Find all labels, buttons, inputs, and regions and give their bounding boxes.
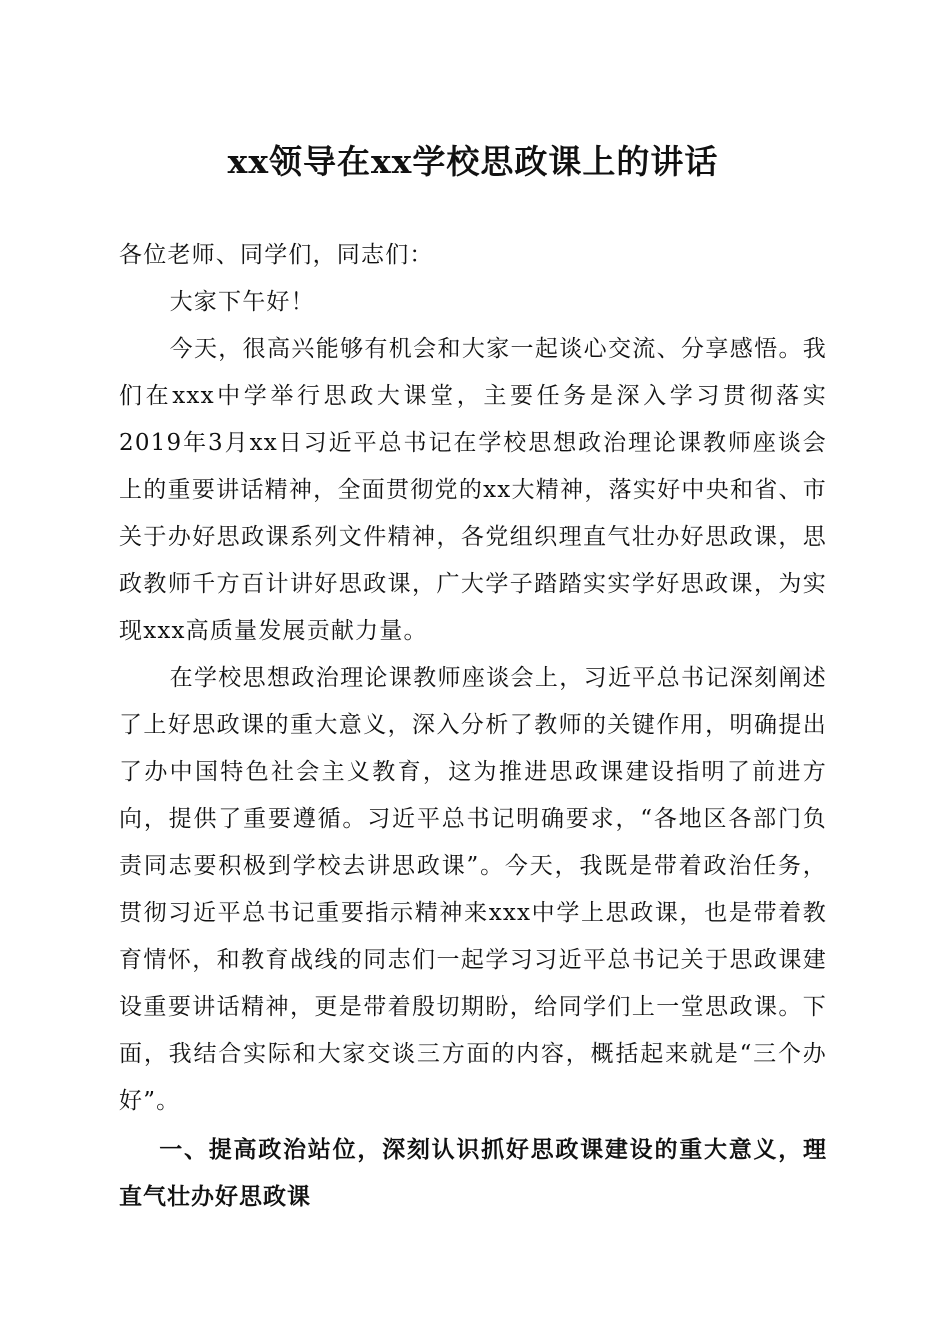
document-title: xx领导在xx学校思政课上的讲话 <box>227 142 719 181</box>
paragraph-1: 今天，很高兴能够有机会和大家一起谈心交流、分享感悟。我们在xxx中学举行思政大课堂，主要任务是深入学习贯彻落实2019年3月xx日习近平总书记在学校思想政治理论课教师座谈会上的重要讲话精神，全面贯彻党的xx大精神，落实好中央和省、市关于办好思政课系列文件精神，各党组织理直气壮办好思政课，思政教师千方百计讲好思政课，广大学子踏踏实实学好思政课，为实现xxx高质量发展贡献力量。 <box>119 336 827 644</box>
paragraph-2: 在学校思想政治理论课教师座谈会上，习近平总书记深刻阐述了上好思政课的重大意义，深入分析了教师的关键作用，明确提出了办中国特色社会主义教育，这为推进思政课建设指明了前进方向，提供了重要遵循。习近平总书记明确要求，“各地区各部门负责同志要积极到学校去讲思政课”。今天，我既是带着政治任务，贯彻习近平总书记重要指示精神来xxx中学上思政课，也是带着教育情怀，和教育战线的同志们一起学习习近平总书记关于思政课建设重要讲话精神，更是带着殷切期盼，给同学们上一堂思政课。下面，我结合实际和大家交谈三方面的内容，概括起来就是“三个办好”。 <box>119 665 827 1114</box>
salutation: 各位老师、同学们，同志们： <box>119 242 434 268</box>
greeting: 大家下午好！ <box>169 289 315 315</box>
section-heading: 一、提高政治站位，深刻认识抓好思政课建设的重大意义，理直气壮办好思政课 <box>119 1137 827 1210</box>
document-body <box>119 232 827 1221</box>
